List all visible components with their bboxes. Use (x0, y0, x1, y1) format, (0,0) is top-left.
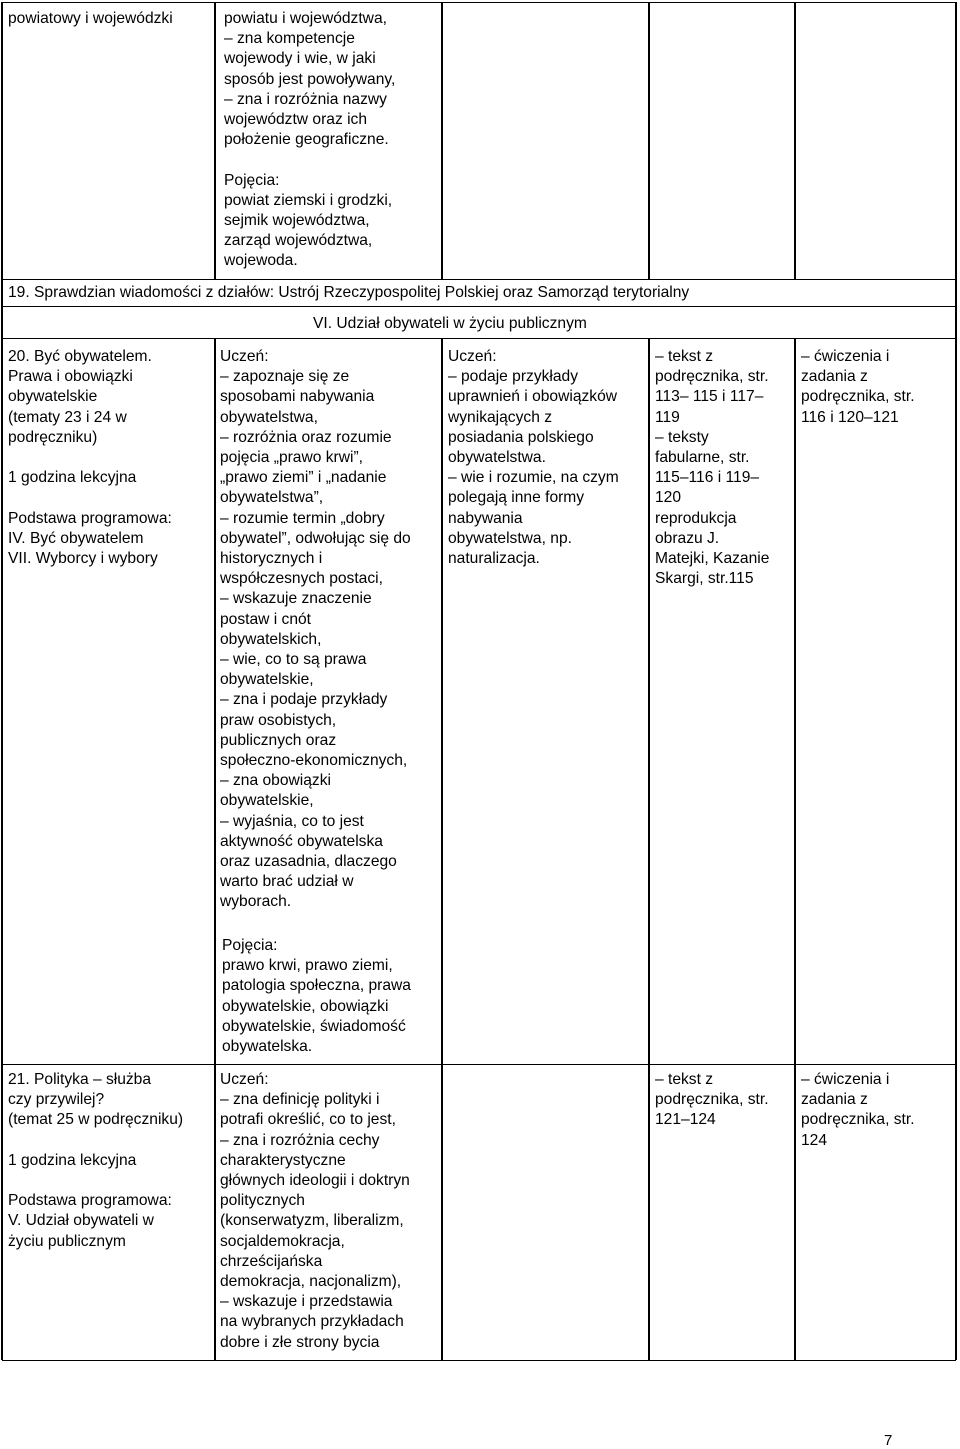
exercises-cell: – ćwiczenia i zadania z podręcznika, str. 116 i 120–121 (801, 348, 915, 426)
col-separator (648, 2, 650, 279)
page-number: 7 (884, 1432, 893, 1449)
col-separator (794, 2, 796, 279)
row-border-section-bottom (2, 338, 956, 339)
basic-requirements-cell: Uczeń: – zna definicję polityki i potrafi określić, co to jest, – zna i rozróżnia cechy charakterystyczne głównych ideologii i doktryn politycznych (konserwatyzm, liberalizm, socjaldemokracja, chrześcijańska demokracja, nacjonalizm), – wskazuje i przedstawia na wybranych przykładach dobre i złe strony bycia (220, 1071, 410, 1351)
row-border-lesson21-top (2, 1064, 956, 1065)
extended-requirements-cell: Uczeń: – podaje przykłady uprawnień i obowiązków wynikających z posiadania polskiego obywatelstwa. – wie i rozumie, na czym polegają inne formy nabywania obywatelstwa, np. naturalizacja. (448, 348, 619, 568)
level-cell: powiatowy i wojewódzki (8, 10, 173, 27)
test-row-title: 19. Sprawdzian wiadomości z działów: Ustrój Rzeczypospolitej Polskiej oraz Samorząd terytorialny (8, 284, 690, 301)
row-border-test-top (2, 279, 956, 280)
row-border-test-bottom (2, 306, 956, 307)
table-left-border (1, 2, 3, 1360)
key-terms-cell: Pojęcia: prawo krwi, prawo ziemi, patologia społeczna, prawa obywatelskie, obowiązki obywatelskie, świadomość obywatelska. (222, 937, 411, 1056)
requirements-cell: powiatu i województwa, – zna kompetencje wojewody i wie, w jaki sposób jest powoływany, – zna i rozróżnia nazwy województw oraz ich położenie geograficzne. Pojęcia: powiat ziemski i grodzki, sejmik województwa, zarząd województwa, wojewoda. (224, 10, 396, 270)
lesson-topic-cell: 20. Być obywatelem. Prawa i obowiązki obywatelskie (tematy 23 i 24 w podręczniku) 1 godzina lekcyjna Podstawa programowa: IV. Być obywatelem VII. Wyborcy i wybory (8, 348, 172, 568)
col-separator (214, 338, 216, 1360)
table-right-border (955, 2, 957, 1360)
basic-requirements-cell: Uczeń: – zapoznaje się ze sposobami nabywania obywatelstwa, – rozróżnia oraz rozumie pojęcia „prawo krwi”, „prawo ziemi” i „nadanie obywatelstwa”, – rozumie termin „dobry obywatel”, odwołując się do historycznych i współczesnych postaci, – wskazuje znaczenie postaw i cnót obywatelskich, – wie, co to są prawa obywatelskie, – zna i podaje przykłady praw osobistych, publicznych oraz społeczno-ekonomicznych, – zna obowiązki obywatelskie, – wyjaśnia, co to jest aktywność obywatelska oraz uzasadnia, dlaczego warto brać udział w wyborach. (220, 348, 411, 911)
col-separator (441, 2, 443, 279)
col-separator (794, 338, 796, 1360)
materials-cell: – tekst z podręcznika, str. 121–124 (655, 1071, 769, 1129)
table-bottom-border (2, 1360, 956, 1361)
section-title: VI. Udział obywateli w życiu publicznym (313, 315, 587, 332)
col-separator (648, 338, 650, 1360)
lesson-topic-cell: 21. Polityka – służba czy przywilej? (temat 25 w podręczniku) 1 godzina lekcyjna Podstawa programowa: V. Udział obywateli w życiu publicznym (8, 1071, 184, 1250)
materials-cell: – tekst z podręcznika, str. 113– 115 i 117– 119 – teksty fabularne, str. 115–116 i 119– 120 reprodukcja obrazu J. Matejki, Kazanie Skargi, str.115 (655, 348, 770, 588)
exercises-cell: – ćwiczenia i zadania z podręcznika, str. 124 (801, 1071, 915, 1149)
col-separator (214, 2, 216, 279)
table-top-border (2, 2, 956, 3)
col-separator (441, 338, 443, 1360)
